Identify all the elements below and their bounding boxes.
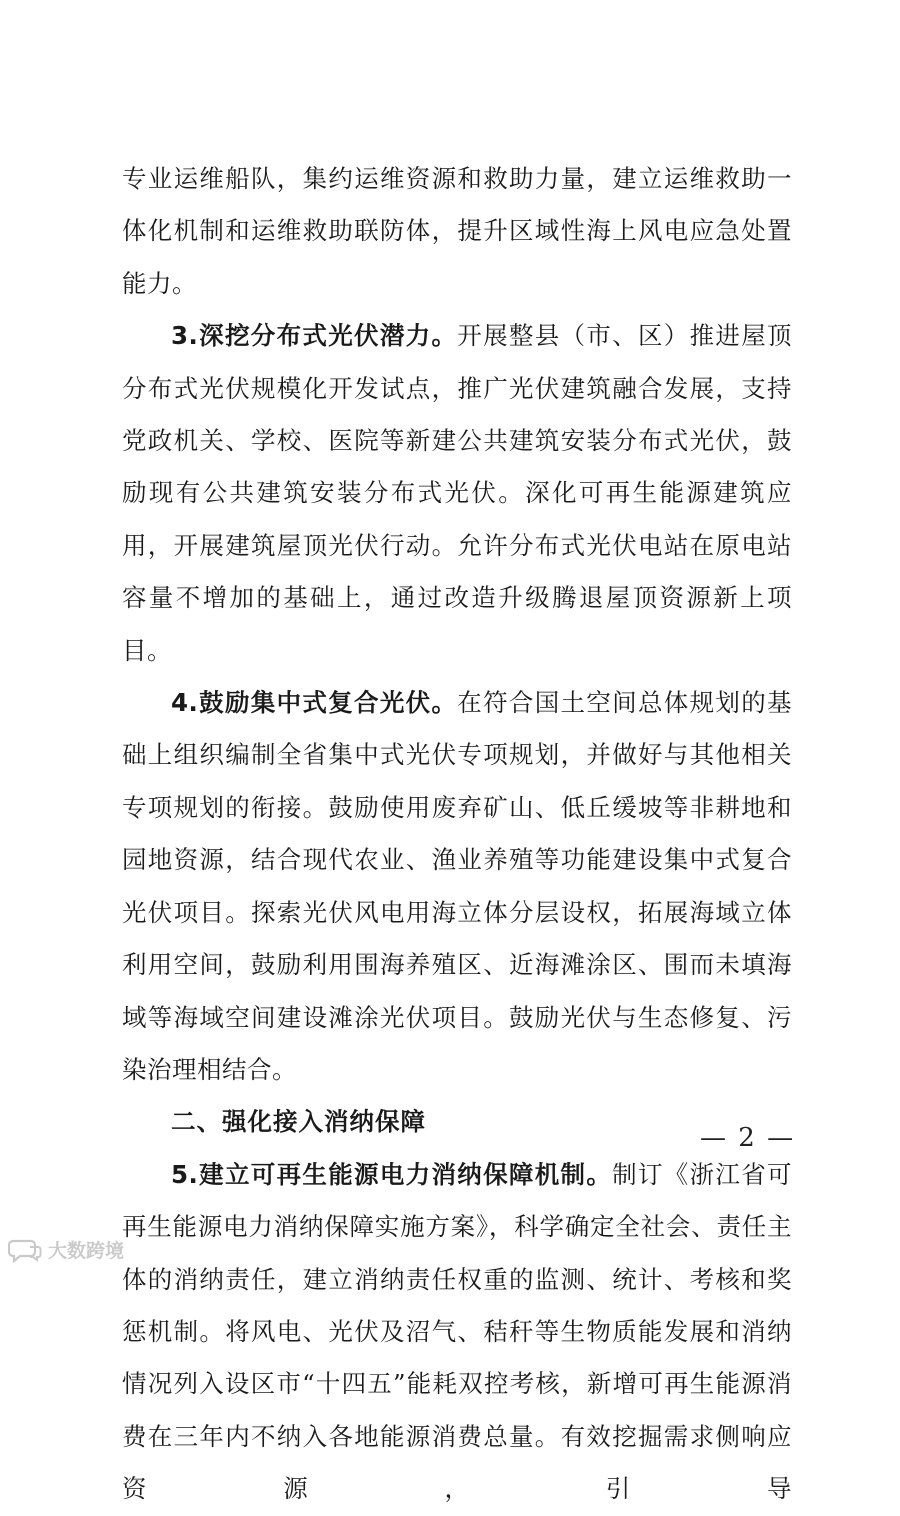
paragraph-consumption-mechanism xyxy=(122,1149,792,1516)
paragraph-lead: 4.鼓励集中式复合光伏。 xyxy=(171,688,458,718)
paragraph-text: 制订《浙江省可再生能源电力消纳保障实施方案》，科学确定全社会、责任主体的消纳责任，建立消纳责任权重的监测、统计、考核和奖惩机制。将风电、光伏及沼气、秸秆等生物质能发展和消纳情况列入设区市“十四五”能耗双控考核，新增可再生能源消费在三年内不纳入各地能源消费总量。有效挖掘需求侧响应资源，引导 xyxy=(122,1159,793,1504)
speech-bubble-logo-icon xyxy=(8,1237,42,1263)
paragraph-text: 专业运维船队，集约运维资源和救助力量，建立运维救助一体化机制和运维救助联防体，提升区域性海上风电应急处置能力。 xyxy=(122,164,792,298)
paragraph-distributed-pv xyxy=(122,310,792,677)
paragraph-text: 开展整县（市、区）推进屋顶分布式光伏规模化开发试点，推广光伏建筑融合发展，支持党政机关、学校、医院等新建公共建筑安装分布式光伏，鼓励现有公共建筑安装分布式光伏。深化可再生能源建筑应用，开展建筑屋顶光伏行动。允许分布式光伏电站在原电站容量不增加的基础上，通过改造升级腾退屋顶资源新上项目。 xyxy=(122,321,793,665)
page-number: — 2 — xyxy=(700,1123,796,1153)
section-heading: 二、强化接入消纳保障 xyxy=(171,1107,426,1137)
paragraph-lead: 3.深挖分布式光伏潜力。 xyxy=(171,321,458,351)
paragraph-continuation xyxy=(122,153,792,310)
paragraph-lead: 5.建立可再生能源电力消纳保障机制。 xyxy=(171,1159,613,1189)
paragraph-text: 在符合国土空间总体规划的基础上组织编制全省集中式光伏专项规划，并做好与其他相关专项规划的衔接。鼓励使用废弃矿山、低丘缓坡等非耕地和园地资源，结合现代农业、渔业养殖等功能建设集中式复合光伏项目。探索光伏风电用海立体分层设权，拓展海域立体利用空间，鼓励利用围海养殖区、近海滩涂区、围而未填海域等海域空间建设滩涂光伏项目。鼓励光伏与生态修复、污染治理相结合。 xyxy=(122,688,793,1084)
paragraph-centralized-pv xyxy=(122,677,792,1096)
document-page xyxy=(122,153,792,1516)
watermark xyxy=(8,1236,124,1263)
watermark-text: 大数跨境 xyxy=(48,1240,125,1262)
